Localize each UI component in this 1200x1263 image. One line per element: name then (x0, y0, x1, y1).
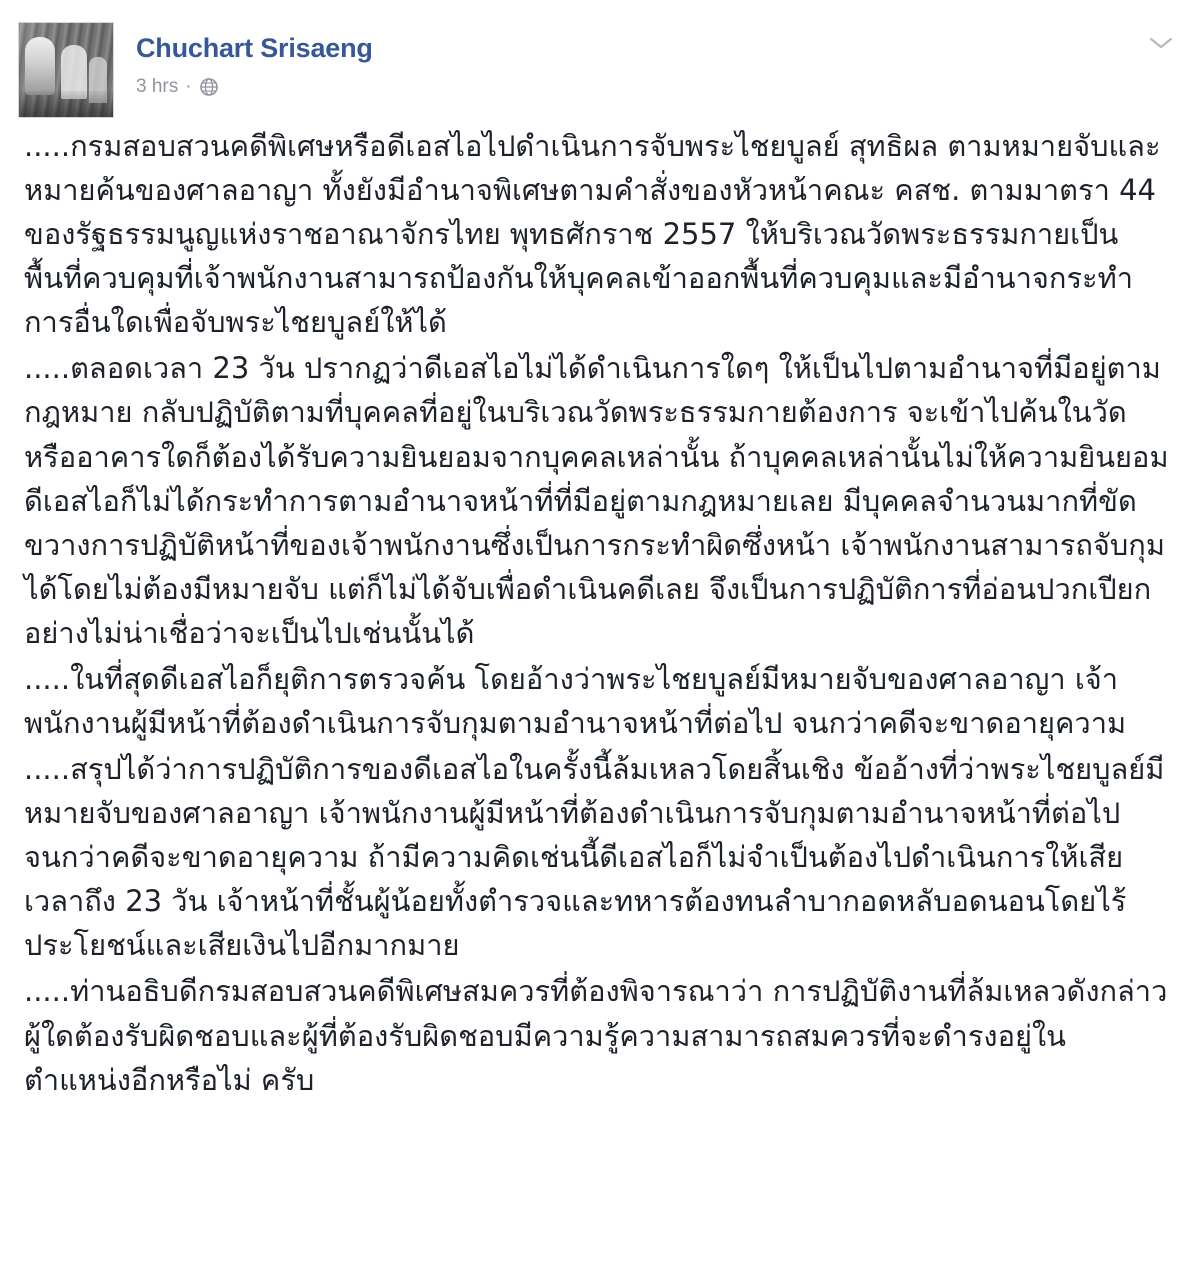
post-paragraph: .....ท่านอธิบดีกรมสอบสวนคดีพิเศษสมควรที่ต้องพิจารณาว่า การปฏิบัติงานที่ล้มเหลวดังกล่าวผู้ใดต้องรับผิดชอบและผู้ที่ต้องรับผิดชอบมีความรู้ความสามารถสมควรที่จะดำรงอยู่ในตำแหน่งอีกหรือไม่ ครับ (24, 974, 1168, 1097)
post-meta (136, 76, 373, 98)
avatar[interactable] (18, 22, 114, 118)
meta-separator: · (185, 75, 192, 97)
post-timestamp[interactable]: 3 hrs (136, 75, 179, 97)
globe-icon[interactable] (199, 77, 219, 97)
chevron-down-icon (1148, 35, 1174, 51)
post-paragraph: .....กรมสอบสวนคดีพิเศษหรือดีเอสไอไปดำเนินการจับพระไชยบูลย์ สุทธิผล ตามหมายจับและหมายค้นของศาลอาญา ทั้งยังมีอำนาจพิเศษตามคำสั่งของหัวหน้าคณะ คสช. ตามมาตรา 44 ของรัฐธรรมนูญแห่งราชอาณาจักรไทย พุทธศักราช 2557 ให้บริเวณวัดพระธรรมกายเป็นพื้นที่ควบคุมที่เจ้าพนักงานสามารถป้องกันให้บุคคลเข้าออกพื้นที่ควบคุมและมีอำนาจกระทำการอื่นใดเพื่อจับพระไชยบูลย์ให้ได้ (24, 129, 1161, 340)
post-paragraph: .....ในที่สุดดีเอสไอก็ยุติการตรวจค้น โดยอ้างว่าพระไชยบูลย์มีหมายจับของศาลอาญา เจ้าพนักงานผู้มีหน้าที่ต้องดำเนินการจับกุมตามอำนาจหน้าที่ต่อไป จนกว่าคดีจะขาดอายุความ (24, 661, 1127, 741)
post-paragraph: .....สรุปได้ว่าการปฏิบัติการของดีเอสไอในครั้งนี้ล้มเหลวโดยสิ้นเชิง ข้ออ้างที่ว่าพระไชยบูลย์มีหมายจับของศาลอาญา เจ้าพนักงานผู้มีหน้าที่ต้องดำเนินการจับกุมตามอำนาจหน้าที่ต่อไป จนกว่าคดีจะขาดอายุความ ถ้ามีความคิดเช่นนี้ดีเอสไอก็ไม่จำเป็นต้องไปดำเนินการให้เสียเวลาถึง 23 วัน เจ้าหน้าที่ชั้นผู้น้อยทั้งตำรวจและทหารต้องทนลำบากอดหลับอดนอนโดยไร้ประโยชน์และเสียเงินไปอีกมากมาย (24, 752, 1165, 963)
author-name[interactable]: Chuchart Srisaeng (136, 33, 373, 63)
post-paragraph: .....ตลอดเวลา 23 วัน ปรากฏว่าดีเอสไอไม่ได้ดำเนินการใดๆ ให้เป็นไปตามอำนาจที่มีอยู่ตามกฎหมาย กลับปฏิบัติตามที่บุคคลที่อยู่ในบริเวณวัดพระธรรมกายต้องการ จะเข้าไปค้นในวัดหรืออาคารใดก็ต้องได้รับความยินยอมจากบุคคลเหล่านั้น ถ้าบุคคลเหล่านั้นไม่ให้ความยินยอมดีเอสไอก็ไม่ได้กระทำการตามอำนาจหน้าที่ที่มีอยู่ตามกฎหมายเลย มีบุคคลจำนวนมากที่ขัดขวางการปฏิบัติหน้าที่ของเจ้าพนักงานซึ่งเป็นการกระทำผิดซึ่งหน้า เจ้าพนักงานสามารถจับกุมได้โดยไม่ต้องมีหมายจับ แต่ก็ไม่ได้จับเพื่อดำเนินคดีเลย จึงเป็นการปฏิบัติการที่อ่อนปวกเปียกอย่างไม่น่าเชื่อว่าจะเป็นไปเช่นนั้นได้ (24, 351, 1169, 650)
post-header-text (136, 22, 373, 98)
post-header (0, 0, 1200, 120)
post-message (0, 120, 1200, 1102)
post-menu-button[interactable] (1144, 28, 1178, 58)
